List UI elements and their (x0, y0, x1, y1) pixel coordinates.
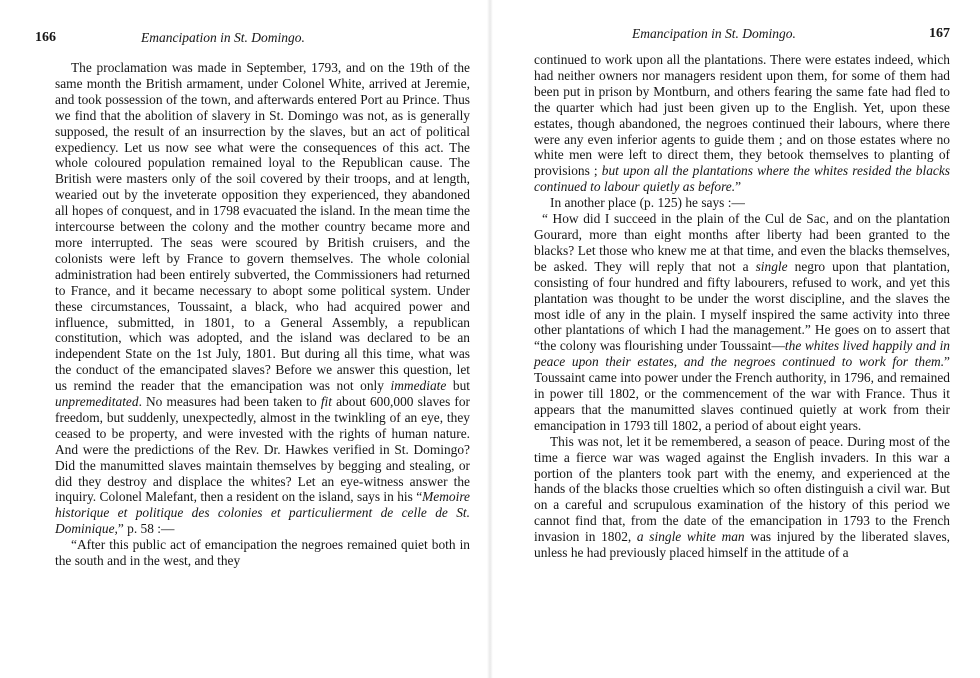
text-run: continued to work upon all the plantations. There were estates indeed, which had neither owners nor managers resident upon them, for some of them had been put in prison by Montburn, and others fearing the same fate had fled to the quarter which had just been given up to the English. Yet, upon these estates, though abandoned, the negroes continued their labours, where there were any even inferior agents to guide them ; and on those estates where no white men were left to direct them, they betook themselves to planting of provisions ; (534, 52, 950, 179)
running-head-title: Emancipation in St. Domingo. (141, 30, 305, 45)
italic-text: the whites lived happily and in peace upon their estates, and the negroes continued to work for them. (534, 338, 950, 370)
text-run: ” Toussaint came into power under the French authority, in 1796, and remained in power till 1802, or the commencement of the war with France. Thus it appears that the manumitted slaves continued quietly at work from their emancipation in 1793 till 1802, a period of about eight years. (534, 354, 950, 433)
paragraph (55, 60, 470, 537)
italic-text: but upon all the plantations where the whites resided the blacks continued to labour quietly as before. (534, 163, 950, 195)
text-run: The proclamation was made in September, 1793, and on the 19th of the same month the British armament, under Colonel White, arrived at Jeremie, and took possession of the town, and afterwards entered Port au Prince. Thus we find that the abolition of slavery in St. Domingo was not, as is generally supposed, the result of an insurrection by the slaves, but an act of political expediency. Let us now see what were the consequences of this act. The whole coloured population remained loyal to the Republican cause. The British were masters only of the soil covered by their troops, and at length, wearied out by the inveterate opposition they experienced, they abandoned all hopes of conquest, and in 1798 evacuated the island. In the mean time the intercourse between the colony and the mother country became more and more interrupted. The seas were scoured by British cruisers, and the colonists were left by France to govern themselves. The whole colonial administration had been entirely subverted, the Commissioners had returned to France, and it became necessary to abopt some political system. Under these circumstances, Toussaint, a black, who had acquired power and influence, submitted, in 1801, to a General Assembly, a republican constitution, which was adopted, and the island was declared to be an independent State on the 1st July, 1801. But during all this time, what was the conduct of the emancipated slaves? Before we answer this question, let us remind the reader that the emancipation was not only (55, 60, 470, 394)
running-head (35, 30, 470, 52)
right-body-text (534, 52, 950, 561)
text-run: ” (735, 179, 742, 195)
italic-text: fit (320, 394, 332, 410)
text-run: “ How did I succeed in the plain of the Cul de Sac, and on the plantation Gourard, more than eight months after liberty had been granted to the blacks? Let those who knew me at that time, and even the blacks themselves, be asked. They will reply that not a (534, 211, 950, 274)
text-run: about 600,000 slaves for freedom, but suddenly, unexpectedly, almost in the twinkling of an eye, they ceased to be property, and were invested with the rights of human nature. And were the predictions of the Rev. Dr. Hawkes verified in St. Domingo? Did the manumitted slaves maintain themselves by begging and stealing, or did they destroy and displace the whites? Let an eye-witness answer the inquiry. Colonel Malefant, then a resident on the island, says in his “ (55, 394, 471, 505)
page-number: 166 (35, 30, 56, 45)
paragraph (534, 52, 950, 195)
running-head-title: Emancipation in St. Domingo. (632, 26, 796, 41)
paragraph (534, 434, 950, 561)
right-page (490, 0, 980, 678)
paragraph (534, 211, 950, 434)
text-run: . No measures had been taken to (138, 394, 321, 410)
text-run: but (446, 378, 470, 394)
text-run: ” p. 58 :— (117, 521, 175, 537)
italic-text: immediate (390, 378, 447, 394)
italic-text: a single white man (636, 529, 745, 545)
paragraph: “After this public act of emancipation the negroes remained quiet both in the south and in the west, and they (55, 537, 470, 569)
text-run: negro upon that plantation, consisting of four hundred and fifty labourers, refused to work, and yet this plantation was thought to be under the worst discipline, and the slaves the most idle of any in the plain. I myself inspired the same activity into three other plantations of which I had the management.” He goes on to assert that “the colony was flourishing under Toussaint— (534, 258, 950, 354)
italic-text: Memoire historique et politique des colonies et particulierment de celle de St. Dominique, (55, 489, 470, 537)
italic-text: unpremeditated (55, 394, 139, 410)
running-head (534, 26, 950, 48)
italic-text: single (755, 258, 788, 274)
paragraph: In another place (p. 125) he says :— (550, 195, 745, 211)
text-run: This was not, let it be remembered, a season of peace. During most of the time a fierce war was waged against the English invaders. In this war a portion of the planters took part with the enemy, and experienced at the hands of the blacks those cruelties which so often distinguish a civil war. But on a careful and scrupulous examination of the history of this period we cannot find that, from the date of the emancipation in 1793 to the French invasion in 1802, (534, 433, 950, 545)
text-run: was injured by the liberated slaves, unless he had previously placed himself in the attitude of a (534, 529, 951, 561)
page-number: 167 (929, 26, 950, 41)
left-body-text (55, 60, 470, 569)
